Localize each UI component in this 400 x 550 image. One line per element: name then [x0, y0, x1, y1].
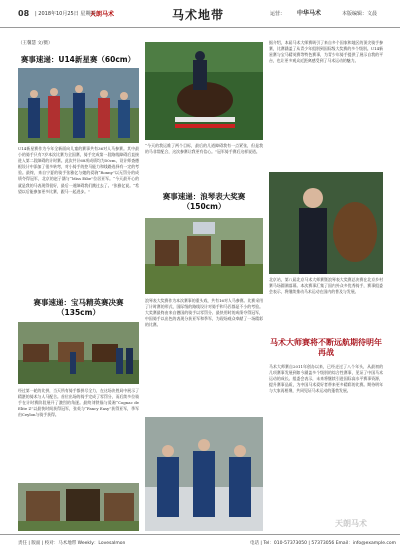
header-editor-label: 运营： — [270, 11, 286, 17]
footer-contact: 电话 | Tel：010-57373050 | 57373056 Email：info@example.com — [250, 541, 397, 546]
page-number: 08 — [18, 9, 30, 18]
photo-u14-podium — [18, 68, 139, 143]
photo-longines-podium — [145, 417, 263, 531]
photo-bmw-winners — [18, 483, 139, 531]
page-header — [0, 0, 400, 28]
photo-rider-interview — [269, 172, 383, 274]
article-intro: 据介绍，本届马术大师赛吸引了来自多个国家和地区的顶尖骑手参赛，比赛涵盖了从青少年组别到国际级大奖赛的多个级别。U14新星赛与宝马精英赛等特色赛事，为青少年骑手提供了展示自我的平台，也让更多观众近距离感受到了马术运动的魅力。 — [269, 40, 383, 64]
brand-logo: 中华马术 — [297, 10, 322, 17]
article-title-u14: 赛事速递：U14新星赛（60cm） — [20, 55, 136, 64]
article-title-longines: 赛事速递：浪琴表大奖赛（150cm） — [162, 192, 246, 211]
page-footer — [0, 534, 400, 550]
article-tag: （王馨慧 文/摄） — [18, 41, 53, 46]
article-body-event: 北京站，第八届北京马术大师赛暨浪琴表大奖赛总决赛在北京乡村赛马场圆满落幕。本次赛事汇集了国内外众多优秀骑手，赛事组委会表示，将继续推动马术运动在国内的普及与发展。 — [269, 277, 383, 295]
page-editor: 本版编辑：文晨 — [342, 11, 378, 17]
article-body-bmw: 经过第一轮的比拼，当天所有骑手都拼尽全力，在这场决胜局中展示了精湛的骑术与人马配合。首位出场的骑手完成了零罚分，而后续多位骑手在计时赛阶段展开了激烈的角逐。最终刘铁锚与爱驹“Cognac de Elite Z”以最快时间获得冠军，张英与“Fancy Easy”获得亚军，季军由Ceylon与骑手获得。 — [18, 388, 139, 418]
section-title: 马术地带 — [171, 8, 224, 22]
article-body-longines: 浪琴表大奖赛作为本次赛事的重头戏，共有16对人马参赛。比赛采用了计时赛的形式，国际级的路线设计对骑手和马匹都是不小的考验。大奖赛最终由来自德国的骑手以零罚分、最快用时的成绩夺得冠军，中国骑手以出色的表现分获亚军和季军，为现场观众奉献了一场精彩的比赛。 — [145, 298, 263, 328]
issue-date: | 2018年10月25日 星期四 — [35, 11, 96, 17]
newspaper-logo: 天朗马术 — [90, 11, 115, 18]
article-quote: “今天的我运维了两个目标，最后的几道障碍我有一点紧张，但是我的马非常配合，这次参赛让我更有信心。”冠军骑手赛后这样说道。 — [145, 143, 263, 155]
footer-credits: 责任 | 版面 | 校对：马术地带 Weekly：Lovesalmon — [18, 541, 126, 546]
photo-jump-main — [145, 42, 263, 140]
article-title-future: 马术大师赛将不断远航期待明年再战 — [270, 338, 382, 357]
article-body-future: 马术大师赛自2011年创办以来，已经走过了八个年头，从最初的几项赛事发展到如今涵盖多个级别的综合性赛事，见证了中国马术运动的成长。组委会表示，未来将继续引进国际高水平赛事资源，提升赛事品质，为中国马术爱好者带来更多精彩的比赛。期待明年与大家再相聚，共同见证马术运动的蓬勃发展。 — [269, 364, 383, 394]
photo-longines-ceremony — [145, 218, 263, 294]
article-body-u14: U14新星赛作为今年全新面向儿童的赛事共有36对人马参赛。其中最小的骑手只有7岁本次比赛为全国赛，骑手完成第一段路线障碍后直接进入第二段障碍的计时赛。此次共计68项成绩均为50cm，设计师查德根设计中添加了很多转弯，对小骑手的控马能力和线路选择有一定的考验。最终，来自宁夏的骑手张雅亿与她的爱驹“Ronny”以无罚分的成绩夺得冠军，北京的赵子涵与“Miss Eibe”位居亚军。“今天最开心的就是我的马表现得很好，最后一道障碍我们跳过去了。”张雅亿说。“希望以后能参加更多比赛，跟马一起进步。” — [18, 146, 139, 194]
watermark: 天朗马术 — [335, 519, 367, 528]
photo-bmw-ceremony — [18, 322, 139, 384]
article-title-bmw: 赛事速递：宝马精英赛决赛（135cm） — [33, 298, 124, 317]
